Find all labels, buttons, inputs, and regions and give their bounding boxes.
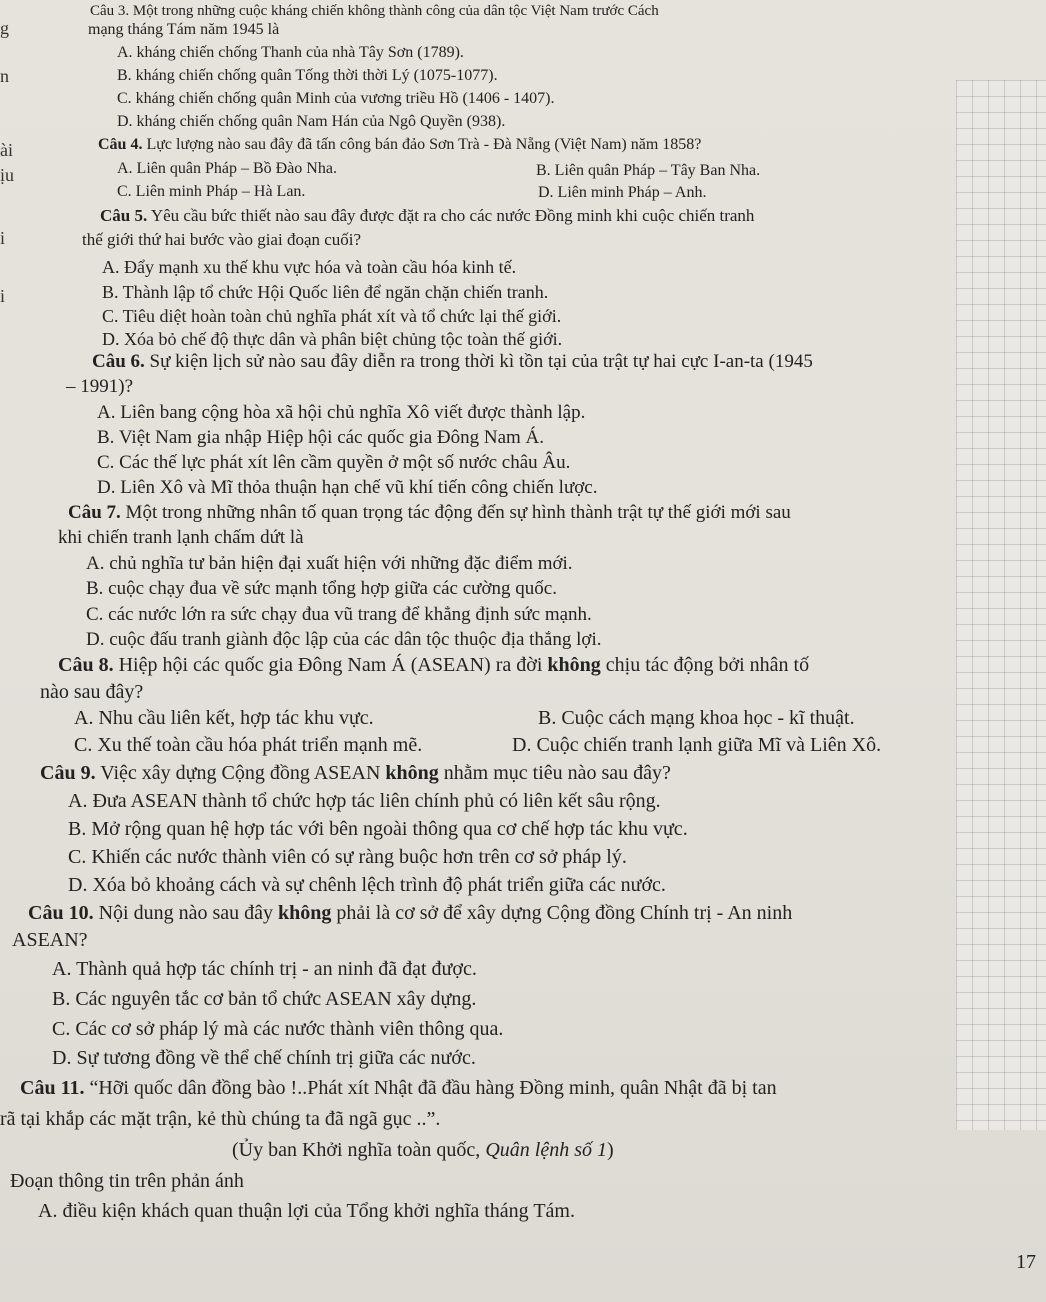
q7-stem-text: Một trong những nhân tố quan trọng tác động đến sự hình thành trật tự thế giới mới sau <box>125 502 791 523</box>
q6-stem-text: Sự kiện lịch sử nào sau đây diễn ra trong thời kì tồn tại của trật tự hai cực I-an-ta (1945 <box>149 351 813 372</box>
margin-fragment: i <box>0 286 6 306</box>
q10-stem-bold: không <box>278 902 332 924</box>
margin-fragment: n <box>0 66 9 86</box>
q9-stem <box>40 762 671 784</box>
q8-option-a: A. Nhu cầu liên kết, hợp tác khu vực. <box>74 707 374 729</box>
q10-option-a: A. Thành quả hợp tác chính trị - an ninh đã đạt được. <box>52 958 477 980</box>
q6-option-c: C. Các thế lực phát xít lên cầm quyền ở một số nước châu Âu. <box>97 452 571 473</box>
q6-stem-line2: – 1991)? <box>66 376 134 397</box>
q9-stem-post: nhằm mục tiêu nào sau đây? <box>443 762 671 784</box>
q11-lead: Đoạn thông tin trên phản ánh <box>10 1170 244 1192</box>
q10-label: Câu 10. <box>28 902 94 924</box>
q7-option-a: A. chủ nghĩa tư bản hiện đại xuất hiện với những đặc điểm mới. <box>86 553 573 574</box>
q7-stem-line2: khi chiến tranh lạnh chấm dứt là <box>58 527 304 548</box>
q8-stem-line1 <box>58 654 809 676</box>
q8-stem-post: chịu tác động bởi nhân tố <box>605 654 810 676</box>
q10-option-d: D. Sự tương đồng về thể chế chính trị giữa các nước. <box>52 1047 476 1069</box>
margin-fragment: ịu <box>0 165 15 185</box>
q11-stem-line2: rã tại khắp các mặt trận, kẻ thù chúng ta đã ngã gục ..”. <box>0 1108 441 1130</box>
q6-option-a: A. Liên bang cộng hòa xã hội chủ nghĩa Xô viết được thành lập. <box>97 402 586 423</box>
q10-option-b: B. Các nguyên tắc cơ bản tổ chức ASEAN xây dựng. <box>52 988 477 1010</box>
q10-stem-line2: ASEAN? <box>12 929 88 951</box>
q11-source-pre: (Ủy ban Khởi nghĩa toàn quốc, <box>232 1139 481 1161</box>
q5-label: Câu 5. <box>100 206 148 225</box>
q8-option-c: C. Xu thế toàn cầu hóa phát triển mạnh mẽ. <box>74 734 423 756</box>
q9-option-d: D. Xóa bỏ khoảng cách và sự chênh lệch trình độ phát triển giữa các nước. <box>68 874 666 896</box>
q6-stem-line1 <box>92 351 813 373</box>
q7-option-b: B. cuộc chạy đua về sức mạnh tổng hợp giữa các cường quốc. <box>86 578 557 599</box>
q8-option-d: D. Cuộc chiến tranh lạnh giữa Mĩ và Liên Xô. <box>512 734 882 756</box>
q4-stem <box>98 136 701 154</box>
q6-label: Câu 6. <box>92 351 145 372</box>
q4-option-b: B. Liên quân Pháp – Tây Ban Nha. <box>536 162 761 179</box>
q6-option-d: D. Liên Xô và Mĩ thỏa thuận hạn chế vũ khí tiến công chiến lược. <box>97 477 598 498</box>
q3-option-d: D. kháng chiến chống quân Nam Hán của Ngô Quyền (938). <box>117 113 506 130</box>
q10-stem-post: phải là cơ sở để xây dựng Cộng đồng Chính trị - An ninh <box>336 902 793 924</box>
q3-option-c: C. kháng chiến chống quân Minh của vương triều Hồ (1406 - 1407). <box>117 90 555 107</box>
q4-option-d: D. Liên minh Pháp – Anh. <box>538 184 707 201</box>
q5-stem-text: Yêu cầu bức thiết nào sau đây được đặt ra cho các nước Đồng minh khi cuộc chiến tranh <box>150 206 755 225</box>
q8-option-b: B. Cuộc cách mạng khoa học - kĩ thuật. <box>538 707 855 729</box>
q10-stem-pre: Nội dung nào sau đây <box>98 902 273 924</box>
page-number: 17 <box>1016 1251 1036 1273</box>
left-margin-fragments <box>0 0 62 400</box>
q3-stem-line2: mạng tháng Tám năm 1945 là <box>88 21 280 38</box>
q5-option-a: A. Đẩy mạnh xu thế khu vực hóa và toàn cầu hóa kinh tế. <box>102 257 517 277</box>
q3-option-b: B. kháng chiến chống quân Tống thời thời Lý (1075-1077). <box>117 67 498 84</box>
q6-option-b: B. Việt Nam gia nhập Hiệp hội các quốc gia Đông Nam Á. <box>97 427 545 448</box>
q7-label: Câu 7. <box>68 502 121 523</box>
q4-option-c: C. Liên minh Pháp – Hà Lan. <box>117 183 306 200</box>
q8-stem-line2: nào sau đây? <box>40 681 144 703</box>
q8-stem-pre: Hiệp hội các quốc gia Đông Nam Á (ASEAN) ra đời <box>118 654 543 676</box>
q9-stem-pre: Việc xây dựng Cộng đồng ASEAN <box>100 762 381 784</box>
q9-option-b: B. Mở rộng quan hệ hợp tác với bên ngoài thông qua cơ chế hợp tác khu vực. <box>68 818 688 840</box>
q3-stem-line1: Câu 3. Một trong những cuộc kháng chiến không thành công của dân tộc Việt Nam trước Cách <box>90 3 659 19</box>
q5-stem-line1 <box>100 207 754 225</box>
margin-fragment: ài <box>0 140 13 160</box>
q11-stem-text: “Hỡi quốc dân đồng bào !..Phát xít Nhật đã đầu hàng Đồng minh, quân Nhật đã bị tan <box>89 1077 777 1099</box>
q5-option-b: B. Thành lập tổ chức Hội Quốc liên để ngăn chặn chiến tranh. <box>102 282 549 302</box>
q11-stem-line1 <box>20 1077 777 1099</box>
q11-label: Câu 11. <box>20 1077 85 1099</box>
grid-paper-edge <box>956 80 1046 1130</box>
q11-source-post: ) <box>606 1139 614 1161</box>
q8-stem-bold: không <box>547 654 601 676</box>
q4-option-a: A. Liên quân Pháp – Bồ Đào Nha. <box>117 160 337 177</box>
q9-option-a: A. Đưa ASEAN thành tổ chức hợp tác liên chính phủ có liên kết sâu rộng. <box>68 790 661 812</box>
q11-option-a: A. điều kiện khách quan thuận lợi của Tổng khởi nghĩa tháng Tám. <box>38 1200 575 1222</box>
q7-option-c: C. các nước lớn ra sức chạy đua vũ trang để khẳng định sức mạnh. <box>86 604 592 625</box>
q4-stem-text: Lực lượng nào sau đây đã tấn công bán đảo Sơn Trà - Đà Nẵng (Việt Nam) năm 1858? <box>146 136 702 153</box>
margin-fragment: g <box>0 18 9 38</box>
q7-option-d: D. cuộc đấu tranh giành độc lập của các dân tộc thuộc địa thắng lợi. <box>86 629 602 650</box>
q5-option-c: C. Tiêu diệt hoàn toàn chủ nghĩa phát xít và tổ chức lại thế giới. <box>102 306 562 326</box>
q10-option-c: C. Các cơ sở pháp lý mà các nước thành viên thông qua. <box>52 1018 504 1040</box>
q9-option-c: C. Khiến các nước thành viên có sự ràng buộc hơn trên cơ sở pháp lý. <box>68 846 627 868</box>
margin-fragment: i <box>0 228 6 248</box>
q8-label: Câu 8. <box>58 654 114 676</box>
q9-label: Câu 9. <box>40 762 96 784</box>
q5-option-d: D. Xóa bỏ chế độ thực dân và phân biệt chủng tộc toàn thế giới. <box>102 329 563 349</box>
q10-stem-line1 <box>28 902 792 924</box>
q11-source <box>232 1139 614 1161</box>
q9-stem-bold: không <box>385 762 439 784</box>
q5-stem-line2: thế giới thứ hai bước vào giai đoạn cuối? <box>82 230 362 249</box>
q3-option-a: A. kháng chiến chống Thanh của nhà Tây Sơn (1789). <box>117 44 464 61</box>
q4-label: Câu 4. <box>98 136 143 153</box>
q11-source-italic: Quân lệnh số 1 <box>485 1139 607 1161</box>
q7-stem-line1 <box>68 502 791 524</box>
